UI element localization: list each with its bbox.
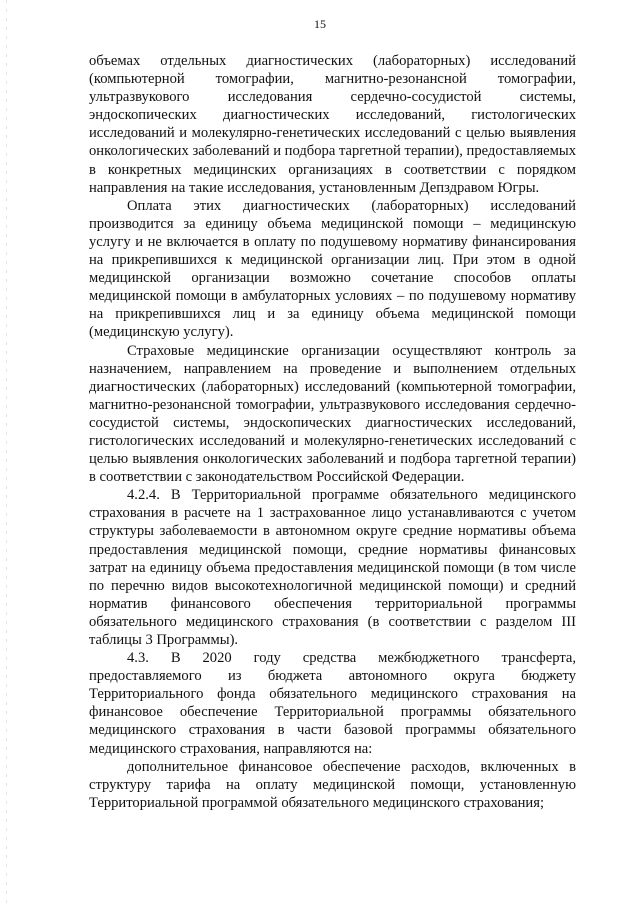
- document-body: [89, 52, 576, 812]
- paragraph-section-4-2-4: 4.2.4. В Территориальной программе обязательного медицинского страхования в расчете на 1 застрахованное лицо устанавливаются с учетом структуры заболеваемости в автономном округе средние нормативы объема предоставления медицинской помощи, средние нормативы финансовых затрат на единицу объема предоставления медицинской помощи (в том числе по перечню видов высокотехнологичной медицинской помощи) и средний норматив финансового обеспечения территориальной программы обязательного медицинского страхования (в соответствии с разделом III таблицы 3 Программы).: [89, 487, 576, 648]
- paragraph-section-4-3: 4.3. В 2020 году средства межбюджетного трансферта, предоставляемого из бюджета автономного округа бюджету Территориального фонда обязательного медицинского страхования на финансовое обеспечение Территориальной программы обязательного медицинского страхования в части базовой программы обязательного медицинского страхования, направляются на:: [89, 650, 576, 757]
- page-number: 15: [314, 17, 326, 31]
- paragraph-additional-financing: дополнительное финансовое обеспечение расходов, включенных в структуру тарифа на оплату медицинской помощи, установленную Территориальной программой обязательного медицинского страхования;: [89, 758, 576, 811]
- paragraph-insurance-control: Страховые медицинские организации осуществляют контроль за назначением, направлением на проведение и выполнением отдельных диагностических (лабораторных) исследований (компьютерной томографии, магнитно-резонансной томографии, ультразвукового исследования сердечно-сосудистой системы, эндоскопических диагностических исследований, гистологических исследований и молекулярно-генетических исследований с целью выявления онкологических заболеваний и подбора таргетной терапии) в соответствии с законодательством Российской Федерации.: [89, 342, 576, 486]
- paragraph-payment-method: Оплата этих диагностических (лабораторных) исследований производится за единицу объема медицинской помощи – медицинскую услугу и не включается в оплату по подушевому нормативу финансирования на прикрепившихся к медицинской организации лиц. При этом в одной медицинской организации возможно сочетание способов оплаты медицинской помощи в амбулаторных условиях – по подушевому нормативу на прикрепившихся лиц и за единицу объема медицинской помощи (медицинскую услугу).: [89, 197, 576, 341]
- scan-edge-artifact: [6, 0, 7, 905]
- paragraph-diagnostic-volumes: объемах отдельных диагностических (лабораторных) исследований (компьютерной томографии, магнитно-резонансной томографии, ультразвукового исследования сердечно-сосудистой системы, эндоскопических диагностических исследований, гистологических исследований и молекулярно-генетических исследований с целью выявления онкологических заболеваний и подбора таргетной терапии), предоставляемых в конкретных медицинских организациях в соответствии с порядком направления на такие исследования, установленным Депздравом Югры.: [89, 53, 577, 196]
